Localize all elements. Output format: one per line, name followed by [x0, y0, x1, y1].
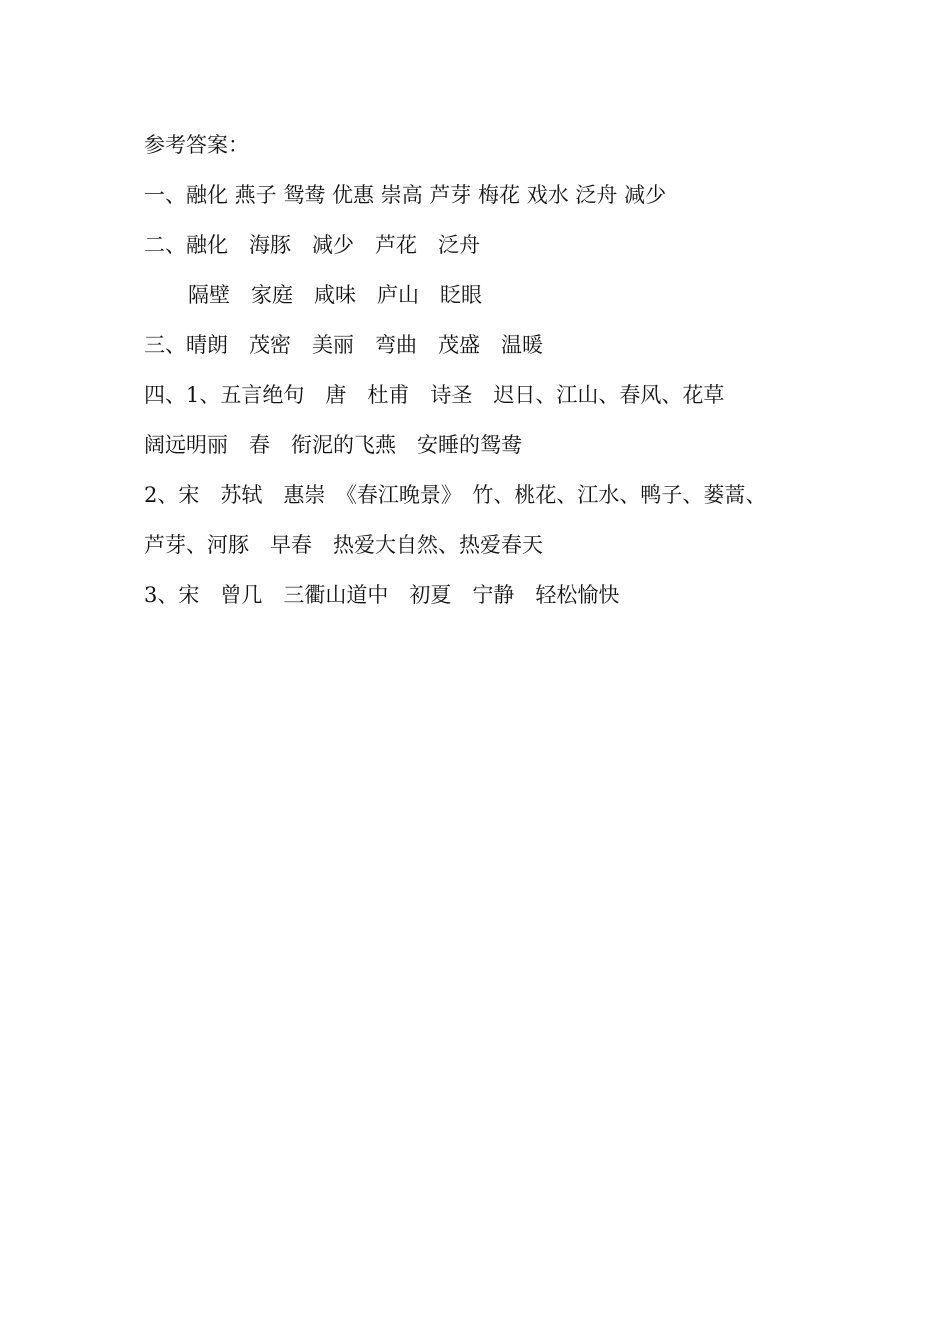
answer-line-7: 2、宋 苏轼 惠崇 《春江晚景》 竹、桃花、江水、鸭子、蒌蒿、: [144, 483, 767, 507]
answer-line-1: 一、融化 燕子 鸳鸯 优惠 崇高 芦芽 梅花 戏水 泛舟 减少: [144, 183, 667, 207]
answer-line-4: 三、晴朗 茂密 美丽 弯曲 茂盛 温暖: [144, 333, 543, 357]
answer-line-6: 阔远明丽 春 衔泥的飞燕 安睡的鸳鸯: [144, 433, 522, 457]
answer-line-2: 二、融化 海豚 减少 芦花 泛舟: [144, 233, 480, 257]
answer-line-9: 3、宋 曾几 三衢山道中 初夏 宁静 轻松愉快: [144, 583, 620, 607]
answer-line-3: 隔壁 家庭 咸味 庐山 眨眼: [188, 283, 482, 307]
answer-line-8: 芦芽、河豚 早春 热爱大自然、热爱春天: [144, 533, 543, 557]
answer-heading: 参考答案：: [144, 133, 249, 157]
answer-line-5: 四、1、五言绝句 唐 杜甫 诗圣 迟日、江山、春风、花草: [144, 383, 725, 407]
answer-content: [144, 120, 824, 620]
